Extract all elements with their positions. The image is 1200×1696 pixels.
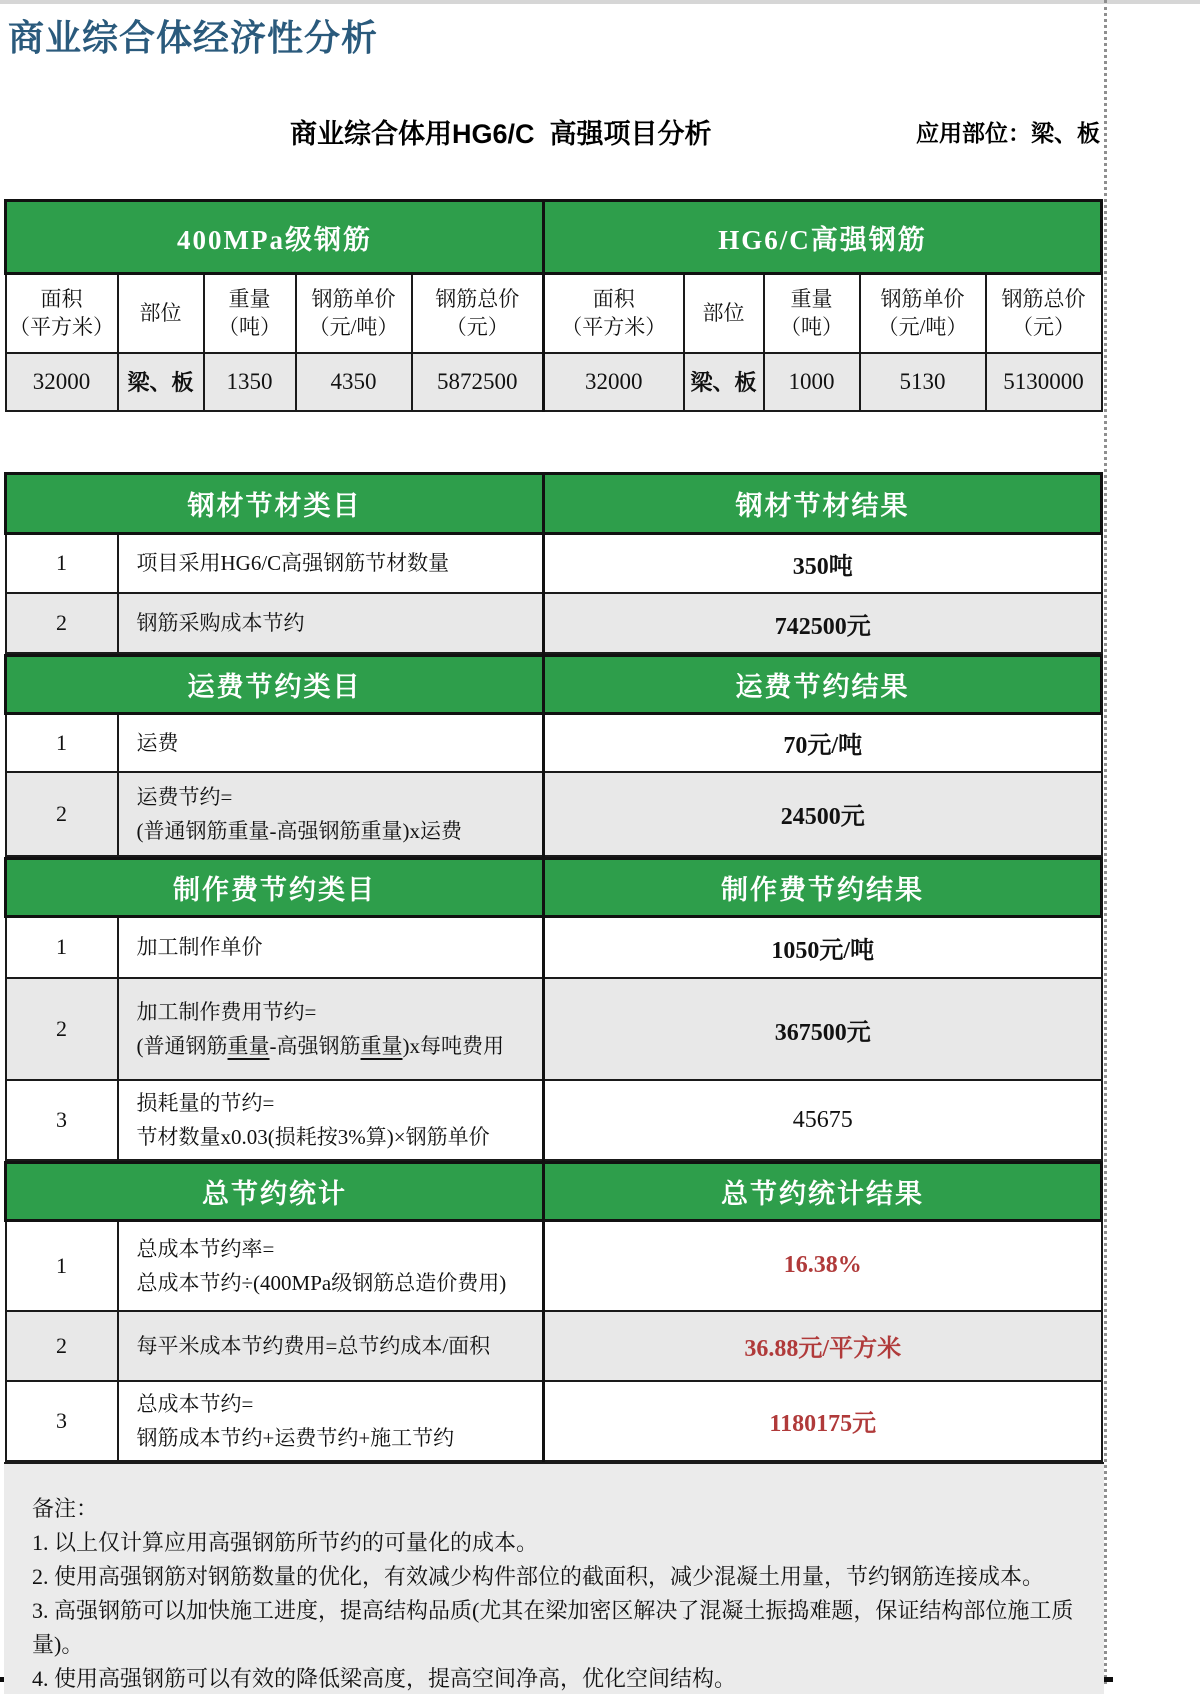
row-result: 367500元 (544, 978, 1102, 1080)
row-number: 1 (6, 916, 118, 978)
note-item: 4. 使用高强钢筋可以有效的降低梁高度，提高空间净高，优化空间结构。 (32, 1665, 737, 1691)
row-result: 16.38% (544, 1221, 1102, 1311)
note-item: 1. 以上仅计算应用高强钢筋所节约的可量化的成本。 (32, 1529, 539, 1555)
group-header-left: 400MPa级钢筋 (6, 201, 544, 274)
data-cell-total-price-left: 5872500 (412, 353, 544, 411)
spacer (4, 412, 1100, 472)
row-number: 2 (6, 772, 118, 856)
row-result: 742500元 (544, 593, 1102, 653)
row-number: 2 (6, 1311, 118, 1381)
col-header-area: 面积 （平方米） (6, 274, 118, 353)
row-result: 36.88元/平方米 (544, 1311, 1102, 1381)
row-result: 1050元/吨 (544, 916, 1102, 978)
section-header-left: 钢材节材类目 (6, 473, 544, 533)
row-description: 项目采用HG6/C高强钢筋节材数量 (118, 533, 544, 593)
row-result: 1180175元 (544, 1381, 1102, 1461)
row-number: 2 (6, 593, 118, 653)
row-number: 3 (6, 1381, 118, 1461)
group-header-right: HG6/C高强钢筋 (544, 201, 1102, 274)
note-item: 2. 使用高强钢筋对钢筋数量的优化，有效减少构件部位的截面积，减少混凝土用量，节约钢筋连接成本。 (32, 1563, 1045, 1589)
section-steel-savings (4, 472, 1103, 655)
page-break-dotted-line (1104, 0, 1107, 1684)
row-description: 每平米成本节约费用=总节约成本/面积 (118, 1311, 544, 1381)
subtitle-row (4, 112, 1100, 152)
row-description: 损耗量的节约= 节材数量x0.03(损耗按3%算)×钢筋单价 (118, 1080, 544, 1160)
section-freight-savings (4, 654, 1103, 857)
col-header-area: 面积 （平方米） (544, 274, 684, 353)
row-description: 总成本节约= 钢筋成本节约+运费节约+施工节约 (118, 1381, 544, 1461)
col-header-part: 部位 (684, 274, 764, 353)
data-cell-part-left: 梁、板 (118, 353, 204, 411)
data-cell-area-right: 32000 (544, 353, 684, 411)
section-header-right: 运费节约结果 (544, 656, 1102, 714)
note-item: 3. 高强钢筋可以加快施工进度，提高结构品质(尤其在梁加密区解决了混凝土振捣难题，保证结构部位施工质量)。 (32, 1597, 1074, 1657)
row-description: 钢筋采购成本节约 (118, 593, 544, 653)
page-subtitle: 商业综合体用HG6/C 高强项目分析 (290, 119, 712, 149)
application-note: 应用部位：梁、板 (916, 120, 1100, 146)
row-number: 1 (6, 1221, 118, 1311)
row-description: 加工制作单价 (118, 916, 544, 978)
row-result: 70元/吨 (544, 714, 1102, 772)
col-header-weight: 重量 （吨） (764, 274, 860, 353)
row-number: 1 (6, 533, 118, 593)
data-cell-weight-left: 1350 (204, 353, 296, 411)
col-header-part: 部位 (118, 274, 204, 353)
data-cell-unit-price-right: 5130 (860, 353, 986, 411)
row-result: 45675 (544, 1080, 1102, 1160)
section-header-left: 总节约统计 (6, 1163, 544, 1221)
section-fabrication-savings (4, 857, 1103, 1162)
section-header-right: 钢材节材结果 (544, 473, 1102, 533)
data-cell-area-left: 32000 (6, 353, 118, 411)
row-number: 1 (6, 714, 118, 772)
col-header-unit-price: 钢筋单价 （元/吨） (860, 274, 986, 353)
row-number: 3 (6, 1080, 118, 1160)
section-total-savings (4, 1161, 1103, 1462)
section-header-right: 制作费节约结果 (544, 858, 1102, 916)
row-result: 350吨 (544, 533, 1102, 593)
row-number: 2 (6, 978, 118, 1080)
section-header-left: 运费节约类目 (6, 656, 544, 714)
data-cell-part-right: 梁、板 (684, 353, 764, 411)
section-header-right: 总节约统计结果 (544, 1163, 1102, 1221)
section-header-left: 制作费节约类目 (6, 858, 544, 916)
row-description: 运费 (118, 714, 544, 772)
row-description: 加工制作费用节约= (普通钢筋重量-高强钢筋重量)x每吨费用 (118, 978, 544, 1080)
row-description: 运费节约= (普通钢筋重量-高强钢筋重量)x运费 (118, 772, 544, 856)
data-cell-weight-right: 1000 (764, 353, 860, 411)
comparison-table (4, 199, 1103, 412)
data-cell-unit-price-left: 4350 (296, 353, 412, 411)
data-cell-total-price-right: 5130000 (986, 353, 1102, 411)
page-title: 商业综合体经济性分析 (8, 17, 379, 58)
col-header-total-price: 钢筋总价 （元） (412, 274, 544, 353)
sheet (4, 0, 1100, 1694)
col-header-unit-price: 钢筋单价 （元/吨） (296, 274, 412, 353)
row-result: 24500元 (544, 772, 1102, 856)
row-description: 总成本节约率= 总成本节约÷(400MPa级钢筋总造价费用) (118, 1221, 544, 1311)
notes-box (4, 1462, 1104, 1694)
col-header-weight: 重量 （吨） (204, 274, 296, 353)
notes-label: 备注： (32, 1495, 99, 1521)
col-header-total-price: 钢筋总价 （元） (986, 274, 1102, 353)
